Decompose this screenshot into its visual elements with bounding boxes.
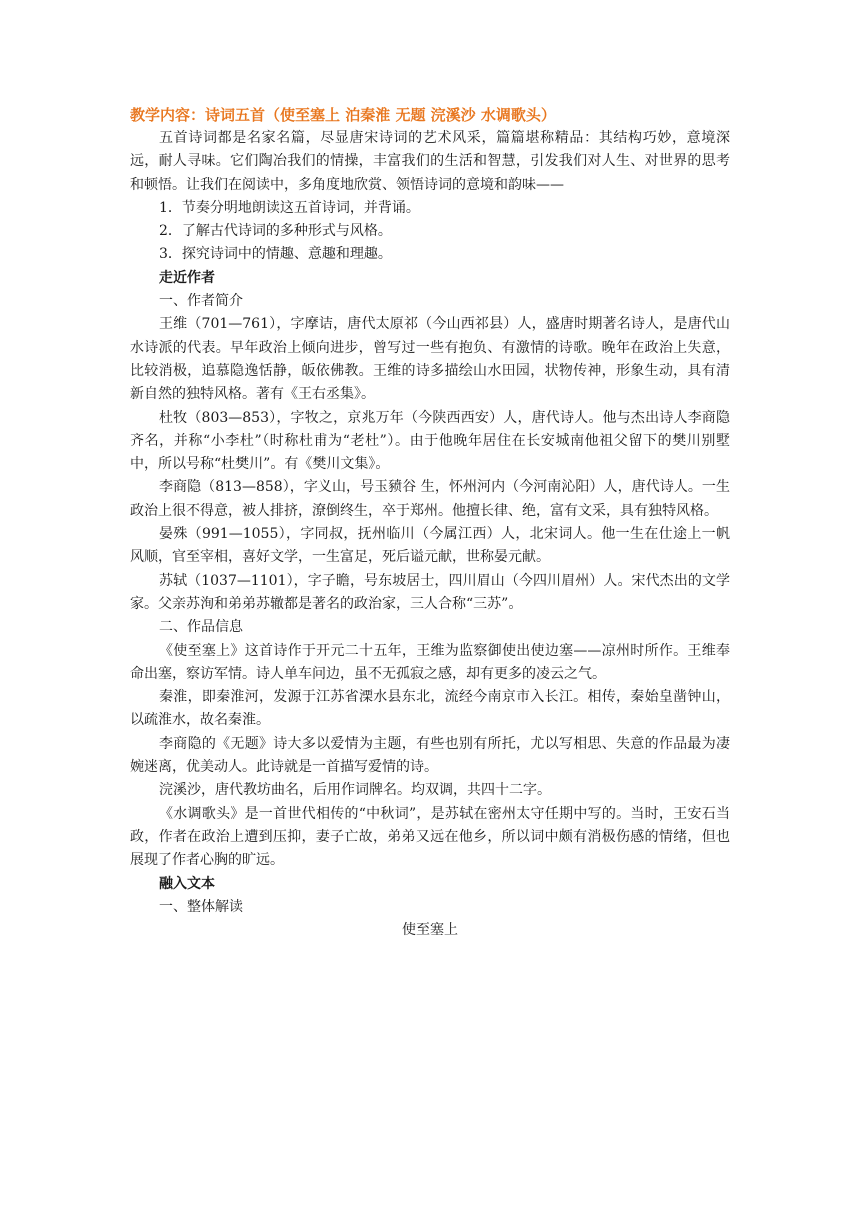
work-paragraph: 李商隐的《无题》诗大多以爱情为主题，有些也别有所托，尤以写相思、失意的作品最为凄婉迷离，优美动人。此诗就是一首描写爱情的诗。 xyxy=(130,735,730,776)
work-paragraph: 《水调歌头》是一首世代相传的“中秋词”，是苏轼在密州太守任期中写的。当时，王安石当政，作者在政治上遭到压抑，妻子亡故，弟弟又远在他乡，所以词中颇有消极伤感的情绪，但也展现了作者心胸的旷远。 xyxy=(130,805,730,869)
poem-title: 使至塞上 xyxy=(402,922,458,939)
intro-paragraph: 五首诗词都是名家名篇，尽显唐宋诗词的艺术风采，篇篇堪称精品：其结构巧妙，意境深远，耐人寻味。它们陶冶我们的情操，丰富我们的生活和智慧，引发我们对人生、对世界的思考和顿悟。让我们在阅读中，多角度地欣赏、领悟诗词的意境和韵味—— xyxy=(130,130,730,193)
goal-item: 2．了解古代诗词的多种形式与风格。 xyxy=(159,223,392,240)
section-heading-text: 融入文本 xyxy=(159,875,215,892)
subheading-overall: 一、整体解读 xyxy=(159,898,243,915)
goal-item: 3．探究诗词中的情趣、意趣和理趣。 xyxy=(159,246,392,263)
lesson-title: 教学内容：诗词五首（使至塞上 泊秦淮 无题 浣溪沙 水调歌头） xyxy=(130,106,556,124)
work-paragraph: 浣溪沙，唐代教坊曲名，后用作词牌名。均双调，共四十二字。 xyxy=(159,782,551,799)
work-paragraph: 秦淮，即秦淮河，发源于江苏省溧水县东北，流经今南京市入长江。相传，秦始皇凿钟山，以疏淮水，故名秦淮。 xyxy=(130,689,730,729)
author-paragraph-wangwei: 王维（701—761），字摩诘，唐代太原祁（今山西祁县）人，盛唐时期著名诗人，是唐代山水诗派的代表。早年政治上倾向进步，曾写过一些有抱负、有激情的诗歌。晚年在政治上失意，比较消极，追慕隐逸恬静，皈依佛教。王维的诗多描绘山水田园，状物传神，形象生动，具有清新自然的独特风格。著有《王右丞集》。 xyxy=(130,316,730,403)
author-paragraph-yanshu: 晏殊（991—1055），字同叔，抚州临川（今属江西）人，北宋词人。他一生在仕途上一帆风顺，官至宰相，喜好文学，一生富足，死后谥元献，世称晏元献。 xyxy=(130,526,730,566)
work-paragraph: 《使至塞上》这首诗作于开元二十五年，王维为监察御使出使边塞——凉州时所作。王维奉命出塞，察访军情。诗人单车问边，虽不无孤寂之感，却有更多的凌云之气。 xyxy=(130,642,730,682)
section-heading-authors: 走近作者 xyxy=(159,269,215,286)
subheading-author-intro: 一、作者简介 xyxy=(159,293,243,310)
goal-item: 1．节奏分明地朗读这五首诗词，并背诵。 xyxy=(159,199,420,216)
subheading-work-info: 二、作品信息 xyxy=(159,619,243,636)
document-page xyxy=(130,104,730,942)
author-paragraph-sushi: 苏轼（1037—1101），字子瞻，号东坡居士，四川眉山（今四川眉州）人。宋代杰出的文学家。父亲苏洵和弟弟苏辙都是著名的政治家，三人合称“三苏”。 xyxy=(130,572,730,612)
author-paragraph-lishangyin: 李商隐（813—858），字义山，号玉豮谷 生，怀州河内（今河南沁阳）人，唐代诗人。一生政治上很不得意，被人排挤，潦倒终生，卒于郑州。他擅长律、绝，富有文采，具有独特风格。 xyxy=(130,479,730,519)
author-paragraph-dumu: 杜牧（803—853），字牧之，京兆万年（今陕西西安）人，唐代诗人。他与杰出诗人李商隐齐名，并称“小李杜”（时称杜甫为“老杜”）。由于他晚年居住在长安城南他祖父留下的樊川别墅中，所以号称“杜樊川”。有《樊川文集》。 xyxy=(130,409,730,473)
